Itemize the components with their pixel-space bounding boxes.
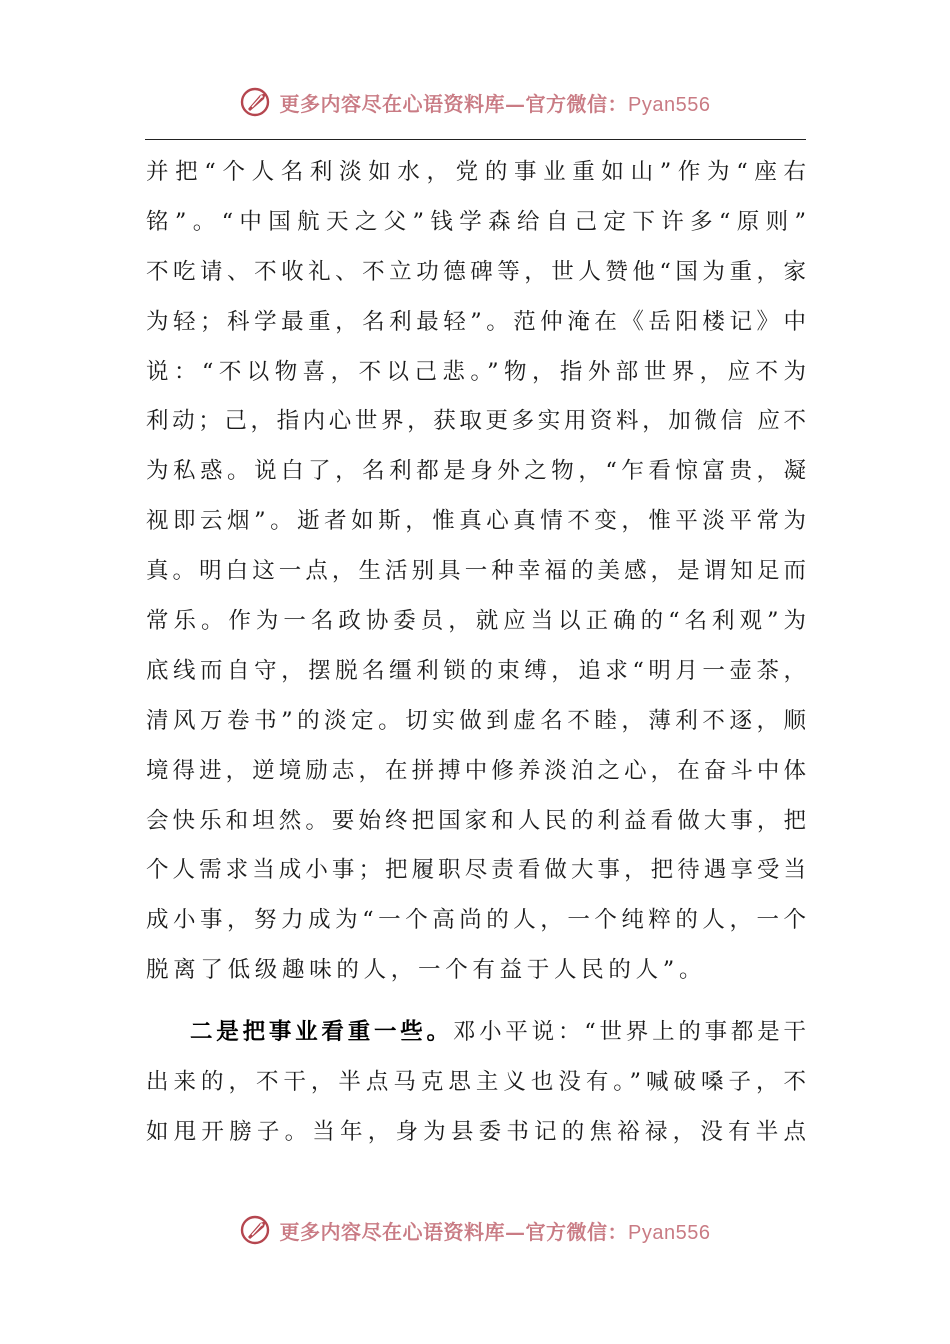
text-line: 为轻；科学最重，名利最轻”。范仲淹在《岳阳楼记》中 (146, 308, 806, 335)
text-line: 清风万卷书”的淡定。切实做到虚名不睦，薄利不逐，顺 (146, 707, 806, 734)
wechat-id: Pyan556 (628, 1221, 711, 1244)
paragraph-gap (146, 996, 806, 1008)
footer-banner (0, 1210, 950, 1250)
section-lead-heading: 二是把事业看重一些。 (190, 1019, 453, 1046)
paragraph-1 (146, 148, 806, 996)
text-line: 境得进，逆境励志，在拼搏中修养淡泊之心，在奋斗中体 (146, 757, 806, 784)
text-line: 脱离了低级趣味的人，一个有益于人民的人”。 (146, 957, 707, 984)
paragraph-2 (146, 1008, 806, 1158)
pen-nib-circle-icon (240, 85, 274, 119)
text-line: 底线而自守，摆脱名缰利锁的束缚，追求“明月一壶茶， (146, 657, 806, 684)
text-line: 说：“不以物喜，不以己悲。”物，指外部世界，应不为 (146, 358, 806, 385)
header-banner-text: 更多内容尽在心语资料库—官方微信：Pyan556 (279, 91, 711, 116)
pen-nib-circle-icon (240, 1213, 274, 1247)
document-body (146, 148, 806, 1158)
text-run: 邓小平说：“世界上的事都是干 (452, 1019, 806, 1046)
text-line: 个人需求当成小事；把履职尽责看做大事，把待遇享受当 (146, 857, 806, 884)
text-line: 常乐。作为一名政协委员，就应当以正确的“名利观”为 (146, 608, 806, 635)
footer-banner-text: 更多内容尽在心语资料库—官方微信：Pyan556 (279, 1219, 711, 1244)
text-line: 为私惑。说白了，名利都是身外之物，“乍看惊富贵，凝 (146, 458, 806, 485)
text-line: 会快乐和坦然。要始终把国家和人民的利益看做大事，把 (146, 807, 806, 834)
text-line: 铭”。“中国航天之父”钱学森给自己定下许多“原则” (146, 208, 806, 235)
text-line: 成小事，努力成为“一个高尚的人，一个纯粹的人，一个 (146, 907, 806, 934)
header-divider (145, 139, 806, 140)
text-line: 真。明白这一点，生活别具一种幸福的美感，是谓知足而 (146, 558, 806, 585)
text-line: 利动；己，指内心世界，获取更多实用资料，加微信 应不 (146, 408, 806, 435)
text-line: 出来的，不干，半点马克思主义也没有。”喊破嗓子，不 (146, 1069, 806, 1096)
text-line (146, 1008, 806, 1058)
text-line: 不吃请、不收礼、不立功德碑等，世人赞他“国为重，家 (146, 258, 806, 285)
header-banner (0, 82, 950, 122)
text-line: 视即云烟”。逝者如斯，惟真心真情不变，惟平淡平常为 (146, 508, 806, 535)
text-line: 并把“个人名利淡如水，党的事业重如山”作为“座右 (146, 159, 806, 185)
text-line: 如甩开膀子。当年，身为县委书记的焦裕禄，没有半点 (146, 1118, 806, 1145)
wechat-id: Pyan556 (628, 93, 711, 116)
